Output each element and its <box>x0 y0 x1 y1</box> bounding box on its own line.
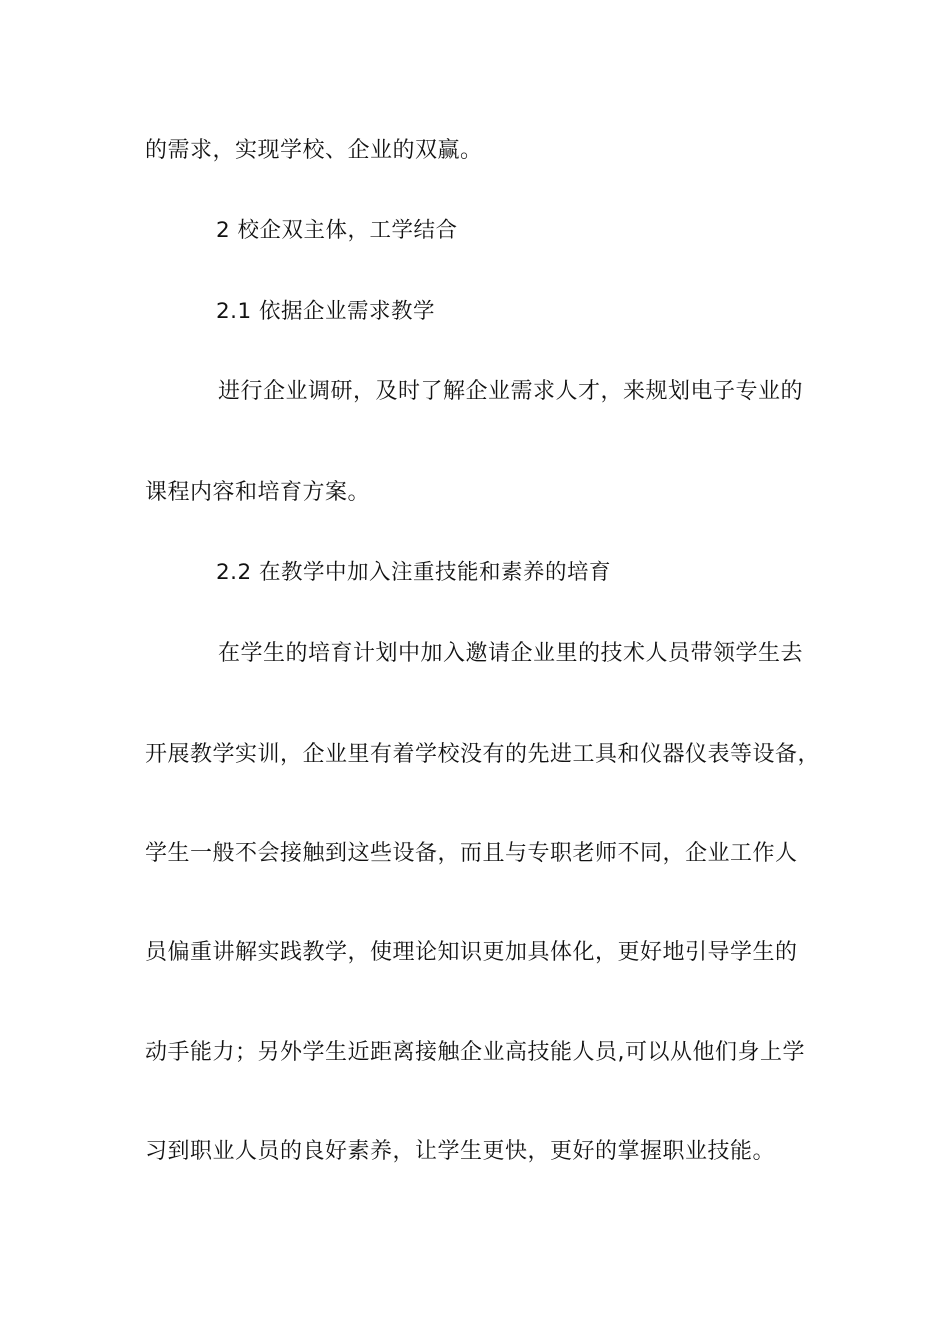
paragraph-line: 学生一般不会接触到这些设备，而且与专职老师不同，企业工作人 <box>145 841 798 866</box>
paragraph-line: 动手能力；另外学生近距离接触企业高技能人员,可以从他们身上学 <box>145 1040 805 1065</box>
paragraph-line: 习到职业人员的良好素养，让学生更快，更好的掌握职业技能。 <box>145 1139 776 1164</box>
paragraph-line: 开展教学实训，企业里有着学校没有的先进工具和仪器仪表等设备， <box>145 742 821 767</box>
paragraph-line: 在学生的培育计划中加入邀请企业里的技术人员带领学生去 <box>218 641 804 666</box>
paragraph-line: 员偏重讲解实践教学，使理论知识更加具体化，更好地引导学生的 <box>145 940 798 965</box>
paragraph-line: 的需求，实现学校、企业的双赢。 <box>145 138 483 163</box>
section-heading: 2 校企双主体，工学结合 <box>216 218 458 243</box>
subsection-heading: 2.2 在教学中加入注重技能和素养的培育 <box>216 560 612 585</box>
paragraph-line: 课程内容和培育方案。 <box>145 480 371 505</box>
subsection-heading: 2.1 依据企业需求教学 <box>216 299 436 324</box>
paragraph-line: 进行企业调研，及时了解企业需求人才，来规划电子专业的 <box>218 379 804 404</box>
